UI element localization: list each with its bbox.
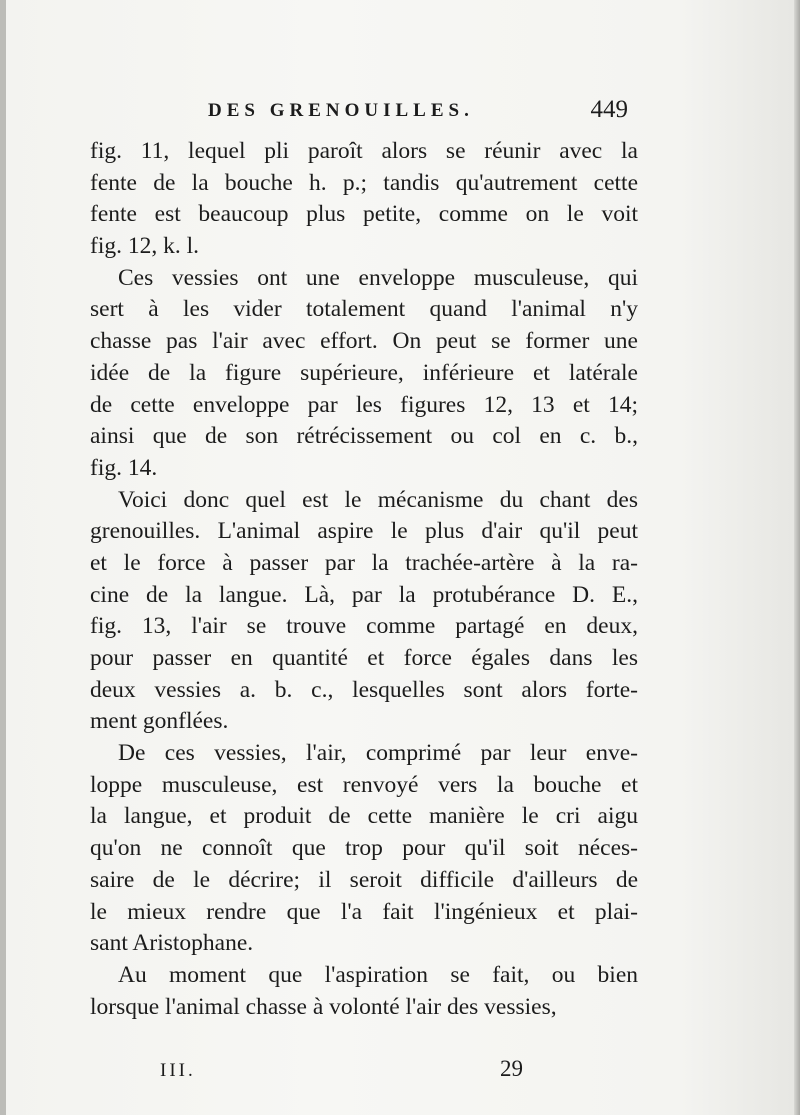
- text-line: fig. 13, l'air se trouve comme partagé en deux,: [90, 613, 638, 640]
- page-right-edge: [794, 0, 800, 1115]
- text-line: Ces vessies ont une enveloppe musculeuse, qui: [118, 264, 638, 291]
- text-line: ment gonflées.: [90, 708, 229, 735]
- paragraph: [90, 960, 638, 1023]
- text-line: sert à les vider totalement quand l'animal n'y: [90, 296, 638, 323]
- text-line: sant Aristophane.: [90, 930, 254, 957]
- text-line: Au moment que l'aspiration se fait, ou bien: [118, 961, 638, 988]
- text-line: De ces vessies, l'air, comprimé par leur enve-: [118, 740, 638, 767]
- text-line: loppe musculeuse, est renvoyé vers la bouche et: [90, 771, 638, 798]
- text-line: lorsque l'animal chasse à volonté l'air des vessies,: [90, 993, 557, 1020]
- text-line: pour passer en quantité et force égales dans les: [90, 645, 638, 671]
- text-line: fig. 12, k. l.: [90, 233, 200, 260]
- paragraph: [90, 263, 638, 485]
- page-number: 449: [590, 96, 628, 123]
- text-line: fig. 14.: [90, 454, 158, 481]
- text-line: chasse pas l'air avec effort. On peut se former une: [90, 328, 638, 355]
- text-line: ainsi que de son rétrécissement ou col en c. b.,: [90, 423, 638, 450]
- sheet-number: 29: [500, 1056, 523, 1081]
- paragraph: [90, 485, 638, 739]
- page-left-edge: [0, 0, 6, 1115]
- text-line: cine de la langue. Là, par la protubérance D. E.,: [90, 581, 638, 608]
- text-line: de cette enveloppe par les figures 12, 13 et 14;: [90, 391, 638, 418]
- paragraph: [90, 136, 638, 263]
- text-line: fente est beaucoup plus petite, comme on le voit: [90, 201, 638, 228]
- page-header: [208, 96, 628, 130]
- text-line: qu'on ne connoît que trop pour qu'il soit néces-: [90, 835, 638, 862]
- text-line: deux vessies a. b. c., lesquelles sont alors forte-: [90, 676, 638, 703]
- running-title: DES GRENOUILLES.: [208, 100, 474, 121]
- signature-mark: III.: [160, 1060, 196, 1081]
- text-line: grenouilles. L'animal aspire le plus d'air qu'il peut: [90, 518, 638, 545]
- text-line: Voici donc quel est le mécanisme du chant des: [118, 486, 638, 513]
- text-line: et le force à passer par la trachée-artère à la ra-: [90, 549, 638, 576]
- paragraph: [90, 738, 638, 960]
- text-line: fente de la bouche h. p.; tandis qu'autrement cette: [90, 169, 638, 196]
- text-line: saire de le décrire; il seroit difficile d'ailleurs de: [90, 866, 638, 893]
- text-line: idée de la figure supérieure, inférieure et latérale: [90, 359, 638, 386]
- body-text: [90, 136, 638, 1023]
- text-line: le mieux rendre que l'a fait l'ingénieux et plai-: [90, 898, 638, 925]
- page-footer: [160, 1052, 540, 1082]
- text-line: la langue, et produit de cette manière le cri aigu: [90, 803, 638, 830]
- text-line: fig. 11, lequel pli paroît alors se réunir avec la: [90, 138, 638, 164]
